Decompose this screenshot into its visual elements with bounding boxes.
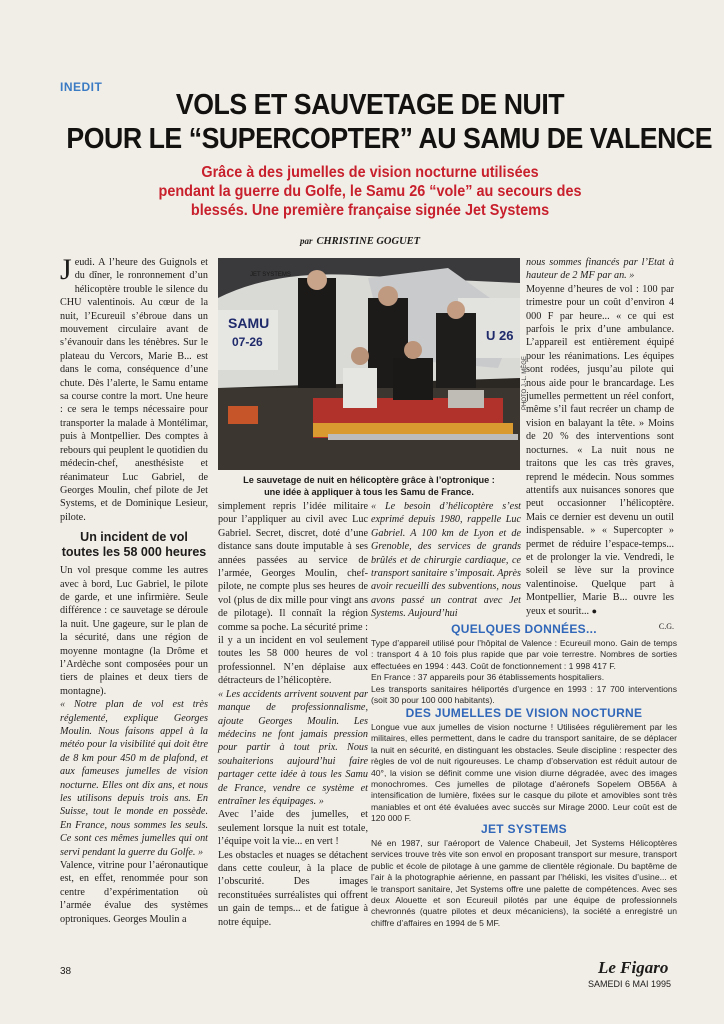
- lead-text: eudi. A l’heure des Guignols et du dîner, le ronronnement d’un hélicoptère trouble le silence du CHU valentinois. Au cœur de la nuit, l’Ecureuil s’ébroue dans un mouvement circulaire avant de s’évanouir dans les ténèbres. Sur le plateau du Vercors, Marie B... est dans le coma, conséquence d’une chute. Dès l’alerte, le Samu entame sa course contre la mort. Une heure : ce sera le temps nécessaire pour transporter la malade à Montélimar, puis à Montpellier. Des comptes à rebours qui peuplent le quotidien du médecin-chef, anesthésiste et réanimateur Luc Gabriel, de Georges Moulin, chef pilote de Jet Systems, et de Dominique Lesieur, pilote.: [60, 257, 208, 523]
- drop-cap: J: [60, 253, 72, 286]
- article-column-2: [218, 500, 368, 929]
- quote-paragraph: « Les accidents arrivent souvent par manque de professionnalisme, ajoute Georges Moulin. Les médecins ne font jamais pression pour partir à tout prix. Nous souhaiterions aujourd’hui faire partager cette idée à tous les Samu de France, vendre ce système et entraîner les équipages. »: [218, 688, 368, 807]
- author-initials: C.G.: [658, 621, 674, 631]
- data-box-title: QUELQUES DONNÉES...: [451, 622, 597, 636]
- closing-text: Moyenne d’heures de vol : 100 par trimestre pour un coût d’environ 4 000 F par heure... « ce qui est parfois le prix d’une ambulance. L’appareil est entièrement équipé pour les réanimations. Les équipes sont rodées, jusqu’au pilote qui nous aide pour le brancardage. Les jumelles permettent un réel confort, même s’il faut recréer un champ de vision en balayant la tête. » Moins de 20 % des interventions sont nocturnes. « La nuit nous ne traitons que les cas très graves, reprend le médecin. Nous sommes attentifs aux nuisances sonores que peut occasionner l’hélicoptère. Mais ce dernier est devenu un outil indispensable. » « Supercopter » permet de réduire l’espace-temps... et de prolonger la vie. Vendredi, le soleil se lève sur la province valentinoise. Quelque part à Montpellier, Marie B... ouvre les yeux et sourit...: [526, 283, 674, 617]
- section-heading: Un incident de vol toutes les 58 000 heures: [61, 530, 207, 560]
- helicopter-photo-illustration: [218, 258, 520, 470]
- caption-line-2: une idée à appliquer à tous les Samu de France.: [264, 487, 474, 497]
- photo-label-right: U 26: [486, 328, 514, 343]
- article-column-4: [526, 256, 674, 633]
- paragraph: Valence, vitrine pour l’aéronautique est, en effet, renommée pour son centre d’expérimentation où l’armée évalue des systèmes optroniques. Georges Moulin a: [60, 860, 208, 925]
- photo-label-samu: SAMU: [228, 315, 270, 331]
- photo-label-jet-systems: JET SYSTEMS: [250, 272, 291, 278]
- caption-line-1: Le sauvetage de nuit en hélicoptère grâce à l’optronique :: [243, 475, 495, 485]
- data-box-text: En France : 37 appareils pour 36 établissements hospitaliers.: [371, 672, 605, 683]
- paragraph: simplement repris l’idée militaire pour l’appliquer au civil avec Luc Gabriel. Secret, discret, doté d’une distance sans doute imputable à ses années passées au service de l’armée, Georges Moulin, chef-pilote, ne compte plus ses heures de vol (plus de dix mille pour vingt ans de pilotage). Il connaît la région comme sa poche. La sécurité prime : il y a un incident en vol seulement toutes les 58 000 heures de vol professionnel. N’en déplaise aux détracteurs de l’hélicoptère.: [218, 501, 368, 687]
- subheadline: [63, 163, 677, 220]
- paragraph: [526, 283, 674, 618]
- rubric-label: INEDIT: [60, 80, 103, 94]
- article-lead-paragraph: [60, 253, 208, 524]
- data-box-text: Les transports sanitaires héliportés d’urgence en 1993 : 17 700 interventions (soit 30 pour 100 000 habitants).: [371, 683, 677, 706]
- publication-date: SAMEDI 6 MAI 1995: [588, 979, 672, 989]
- night-vision-box-title: DES JUMELLES DE VISION NOCTURNE: [405, 706, 643, 720]
- quote-paragraph: « Le besoin d’hélicoptère s’est exprimé depuis 1980, rappelle Luc Gabriel. A 100 km de Lyon et de Grenoble, des services de grands brûlés et de chirurgie cardiaque, ce transport sanitaire s’imposait. Après avoir recueilli des subventions, nous avons passé un contrat avec Jet Systems. Aujourd’hui: [371, 501, 521, 620]
- article-column-1: [60, 253, 208, 926]
- paragraph: Avec l’aide des jumelles, et seulement lorsque la nuit est totale, l’équipe voit la vie... en vert !: [218, 809, 368, 848]
- end-mark-icon: ●: [591, 605, 598, 616]
- headline-line-2: POUR LE “SUPERCOPTER” AU SAMU DE VALENCE: [66, 123, 713, 155]
- page-number: 38: [60, 966, 72, 977]
- helicopter-photo: [218, 258, 520, 470]
- jet-systems-box-title: JET SYSTEMS: [481, 822, 567, 836]
- night-vision-box: [371, 706, 677, 825]
- photo-label-number: 07-26: [232, 335, 263, 349]
- jet-systems-box-text: Né en 1987, sur l’aéroport de Valence Chabeuil, Jet Systems Hélicoptères services trouve très vite son envol en proposant transport sur mesure, transport public et école de pilotage à une gamme de clientèle régionale. Du baptême de l’air à la photographie aérienne, en passant par l’héliski, les visites d’usine... et le transport sanitaire, Jet Systems offre une palette de compétences. Avec ses deux Alouette et son Ecureuil pilotés par une équipe de professionnels chevronnés (quatre pilotes et deux mécaniciens), la société a enregistré un chiffre d’affaires en 1994 de 5 MF.: [371, 838, 677, 928]
- quote-paragraph: « Notre plan de vol est très réglementé, explique Georges Moulin. Nous faisons appel à la météo pour la visibilité qui doit être de 8 km pour 450 m de plafond, et aux fameuses jumelles de vision nocturne. Elles ont dix ans, et nous les utilisons depuis trois ans. En Suisse, tout le monde en possède. En France, nous sommes les seuls. Ce sont ces mêmes jumelles qui ont servi pendant la guerre du Golfe. »: [60, 699, 208, 858]
- night-vision-box-text: Longue vue aux jumelles de vision nocturne ! Utilisées régulièrement par les militaires, elles permettent, dans le cadre du transport sanitaire, de se déplacer la nuit en sécurité, en distinguant les obstacles. Seule discipline : respecter des règles de vol de nuit rigoureuses. Le champ d’observation est réduit autour de 40°, la vision se définit comme une vision diurne dégradée, avec des images monochromes. Ces jumelles de pilotage d’aéronefs Sopelem OB56A à intensification de lumière, fixées sur le casque du pilote et amovibles sont très maniables et ont été évaluées avec succès sur Mirage 2000. Leur coût est de 120 000 F.: [371, 722, 677, 824]
- headline-line-1: VOLS ET SAUVETAGE DE NUIT: [175, 89, 565, 121]
- article-column-3: [371, 500, 521, 621]
- paragraph: Un vol presque comme les autres avec à bord, Luc Gabriel, le pilote de garde, et une infirmière. Seule différence : ce sauvetage se déroule la nuit. Une gageure, sur le plan de la sécurité, dans une région de moyenne montagne (la Drôme et l’Ardèche sont composées pour un tiers de plaines et deux tiers de montagne).: [60, 565, 208, 697]
- photo-caption: [218, 474, 520, 498]
- photo-credit: PHOTO J.-L. MÈGE: [522, 356, 528, 410]
- byline: [300, 236, 420, 247]
- jet-systems-box: [371, 822, 677, 929]
- byline-author: CHRISTINE GOGUET: [316, 236, 421, 247]
- data-box-text: Type d’appareil utilisé pour l’hôpital de Valence : Ecureuil mono. Gain de temps : transport 4 à 10 fois plus rapide que par voie terrestre. Nombres de sorties effectuées en 1994 : 443. Coût de fonctionnement : 1 998 417 F.: [371, 638, 677, 671]
- paragraph: Les obstacles et nuages se détachent dans cette couleur, à la place de l’obscurité. Des images reconstituées surréalistes qui offrent un gain de temps... et de fatigue à notre équipe.: [218, 849, 368, 928]
- quote-paragraph: nous sommes financés par l’Etat à hauteur de 2 MF par an. »: [526, 257, 674, 282]
- headline: [66, 88, 713, 156]
- data-box: [371, 622, 677, 706]
- subheadline-line-1: Grâce à des jumelles de vision nocturne utilisées: [201, 164, 539, 181]
- subheadline-line-2: pendant la guerre du Golfe, le Samu 26 “vole” au secours des: [158, 183, 582, 200]
- subheadline-line-3: blessés. Une première française signée Jet Systems: [190, 202, 550, 219]
- publication-logo: Le Figaro: [598, 958, 669, 977]
- byline-prefix: par: [300, 236, 313, 246]
